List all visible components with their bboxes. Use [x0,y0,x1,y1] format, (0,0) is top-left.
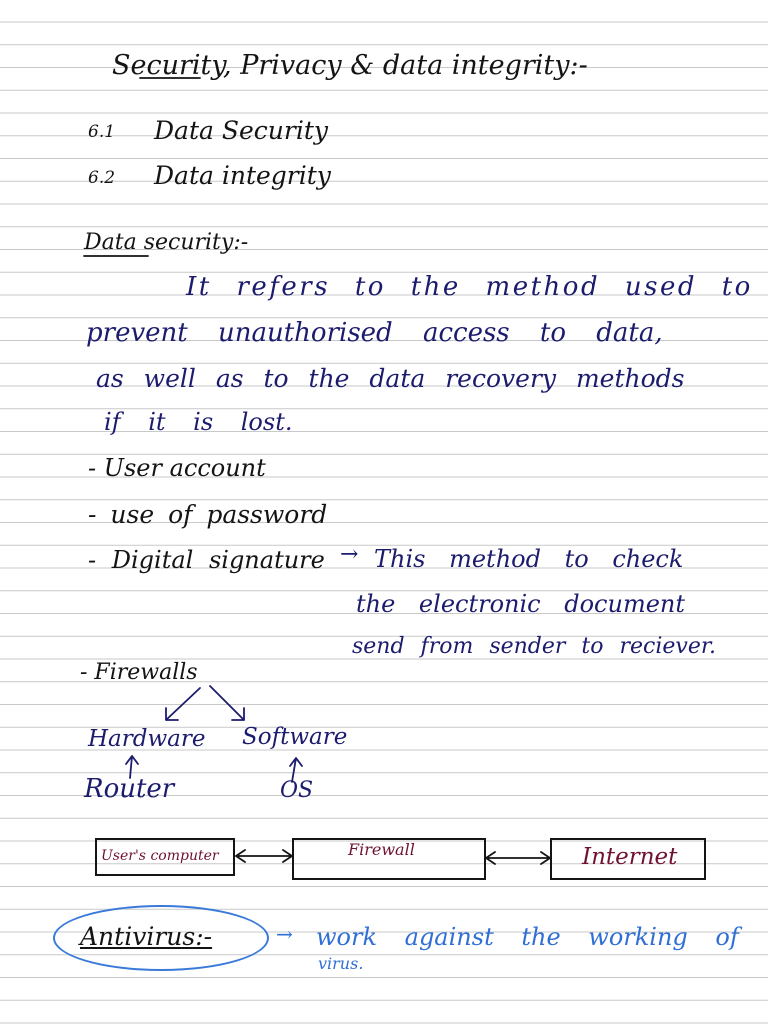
antivirus-desc-line-1: work against the working of [316,923,739,951]
bullet-user-account: - User account [88,454,266,482]
toc-item-2-number: 6.2 [88,168,116,188]
arrow-os-to-software [290,758,302,782]
firewall-type-hardware: Hardware [88,726,206,752]
diagram-label-internet: Internet [582,844,678,870]
digital-signature-desc-3: send from sender to reciever. [352,634,716,659]
digital-signature-desc-2: the electronic document [356,590,685,618]
branch-arrow-to-software [210,686,244,720]
firewalls-label: - Firewalls [80,660,198,685]
toc-item-1-text: Data Security [154,116,328,145]
hardware-example-router: Router [84,774,175,804]
bullet-digital-signature: - Digital signature [88,546,325,574]
antivirus-desc-line-2: virus. [318,954,364,973]
toc-item-1-number: 6.1 [88,122,116,142]
data-security-line-3: as well as to the data recovery methods [96,364,685,393]
diagram-label-firewall: Firewall [348,840,415,859]
antivirus-arrow: → [276,922,293,946]
branch-arrow-to-hardware [166,688,200,720]
digital-signature-arrow: → [340,542,359,567]
data-security-label: Data security:- [84,230,249,255]
software-example-os: OS [280,778,314,803]
connector-firewall-internet [486,852,550,864]
antivirus-label: Antivirus:- [80,922,213,951]
toc-item-2-text: Data integrity [154,161,331,190]
data-security-line-2: prevent unauthorised access to data, [86,318,663,348]
data-security-line-4: if it is lost. [104,408,293,436]
firewall-type-software: Software [242,724,348,750]
digital-signature-desc-1: This method to check [374,545,684,573]
connector-computer-firewall [236,850,292,862]
page-heading: Security, Privacy & data integrity:- [112,50,588,81]
arrow-router-to-hardware [126,756,138,778]
diagram-label-users-computer: User's computer [101,848,219,864]
bullet-use-of-password: - use of password [88,500,328,529]
data-security-line-1: It refers to the method used to [186,272,753,302]
